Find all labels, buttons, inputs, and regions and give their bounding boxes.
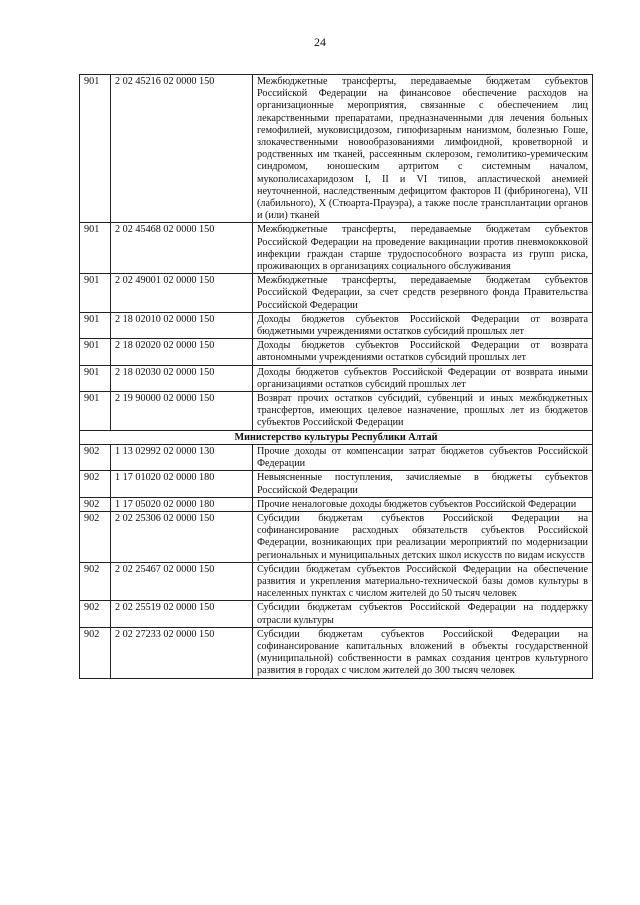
revenue-code-cell: 2 02 45216 02 0000 150 — [111, 75, 253, 223]
admin-code-cell: 901 — [80, 75, 111, 223]
table-row — [80, 511, 593, 562]
revenue-code-cell: 2 02 45468 02 0000 150 — [111, 223, 253, 274]
revenue-code-cell: 1 17 05020 02 0000 180 — [111, 497, 253, 511]
admin-code-cell: 902 — [80, 497, 111, 511]
admin-code-cell: 901 — [80, 365, 111, 391]
revenue-code-cell: 2 02 49001 02 0000 150 — [111, 274, 253, 313]
admin-code-cell: 902 — [80, 627, 111, 678]
revenue-code-cell: 2 02 25306 02 0000 150 — [111, 511, 253, 562]
description-cell: Доходы бюджетов субъектов Российской Федерации от возврата автономными учреждениями остатков субсидий прошлых лет — [253, 339, 593, 365]
table-row — [80, 365, 593, 391]
admin-code-cell: 901 — [80, 312, 111, 338]
section-row — [80, 430, 593, 444]
description-cell: Субсидии бюджетам субъектов Российской Федерации на софинансирование капитальных вложений в объекты государственной (муниципальной) собственности в рамках создания центров культурного развития в городах с числом жителей до 300 тысяч человек — [253, 627, 593, 678]
admin-code-cell: 901 — [80, 392, 111, 431]
admin-code-cell: 902 — [80, 601, 111, 627]
revenue-code-cell: 2 02 27233 02 0000 150 — [111, 627, 253, 678]
table-row — [80, 75, 593, 223]
revenue-code-cell: 2 19 90000 02 0000 150 — [111, 392, 253, 431]
table-row — [80, 627, 593, 678]
revenue-code-cell: 2 18 02010 02 0000 150 — [111, 312, 253, 338]
description-cell: Невыясненные поступления, зачисляемые в бюджеты субъектов Российской Федерации — [253, 471, 593, 497]
table-row — [80, 444, 593, 470]
description-cell: Межбюджетные трансферты, передаваемые бюджетам субъектов Российской Федерации на проведение вакцинации против пневмококковой инфекции граждан старше трудоспособного возраста из групп риска, проживающих в организациях социального обслуживания — [253, 223, 593, 274]
revenue-code-cell: 2 18 02020 02 0000 150 — [111, 339, 253, 365]
revenue-code-cell: 2 02 25467 02 0000 150 — [111, 562, 253, 601]
admin-code-cell: 902 — [80, 562, 111, 601]
description-cell: Доходы бюджетов субъектов Российской Федерации от возврата бюджетными учреждениями остатков субсидий прошлых лет — [253, 312, 593, 338]
admin-code-cell: 902 — [80, 511, 111, 562]
description-cell: Субсидии бюджетам субъектов Российской Федерации на софинансирование расходных обязательств субъектов Российской Федерации, возникающих при реализации мероприятий по модернизации региональных и муниципальных детских школ искусств по видам искусств — [253, 511, 593, 562]
section-title: Министерство культуры Республики Алтай — [80, 430, 593, 444]
description-cell: Субсидии бюджетам субъектов Российской Федерации на поддержку отрасли культуры — [253, 601, 593, 627]
description-cell: Доходы бюджетов субъектов Российской Федерации от возврата иными организациями остатков субсидий прошлых лет — [253, 365, 593, 391]
admin-code-cell: 902 — [80, 444, 111, 470]
table-row — [80, 274, 593, 313]
table-row — [80, 392, 593, 431]
admin-code-cell: 901 — [80, 339, 111, 365]
table-row — [80, 339, 593, 365]
admin-code-cell: 902 — [80, 471, 111, 497]
table-row — [80, 562, 593, 601]
revenue-codes-table — [79, 74, 593, 679]
admin-code-cell: 901 — [80, 223, 111, 274]
description-cell: Прочие неналоговые доходы бюджетов субъектов Российской Федерации — [253, 497, 593, 511]
table-row — [80, 312, 593, 338]
description-cell: Субсидии бюджетам субъектов Российской Федерации на обеспечение развития и укрепления материально-технической базы домов культуры в населенных пунктах с числом жителей до 50 тысяч человек — [253, 562, 593, 601]
admin-code-cell: 901 — [80, 274, 111, 313]
description-cell: Межбюджетные трансферты, передаваемые бюджетам субъектов Российской Федерации на финансовое обеспечение расходов на организационные мероприятия, связанные с обеспечением лиц лекарственными препаратами, предназначенными для лечения больных гемофилией, муковисцидозом, гипофизарным нанизмом, болезнью Гоше, злокачественными новообразованиями лимфоидной, кроветворной и родственных им тканей, рассеянным склерозом, гемолитико-уремическим синдромом, юношеским артритом с системным началом, мукополисахаридозом I, II и VI типов, апластической анемией неуточненной, наследственным дефицитом факторов II (фибриногена), VII (лабильного), X (Стюарта-Прауэра), а также после трансплантации органов и (или) тканей — [253, 75, 593, 223]
revenue-code-cell: 1 17 01020 02 0000 180 — [111, 471, 253, 497]
table-row — [80, 471, 593, 497]
table-row — [80, 497, 593, 511]
revenue-code-cell: 2 02 25519 02 0000 150 — [111, 601, 253, 627]
description-cell: Прочие доходы от компенсации затрат бюджетов субъектов Российской Федерации — [253, 444, 593, 470]
table-row — [80, 223, 593, 274]
revenue-code-cell: 2 18 02030 02 0000 150 — [111, 365, 253, 391]
table-row — [80, 601, 593, 627]
description-cell: Возврат прочих остатков субсидий, субвенций и иных межбюджетных трансфертов, имеющих целевое назначение, прошлых лет из бюджетов субъектов Российской Федерации — [253, 392, 593, 431]
page-number: 24 — [314, 35, 326, 49]
description-cell: Межбюджетные трансферты, передаваемые бюджетам субъектов Российской Федерации, за счет средств резервного фонда Правительства Российской Федерации — [253, 274, 593, 313]
revenue-code-cell: 1 13 02992 02 0000 130 — [111, 444, 253, 470]
